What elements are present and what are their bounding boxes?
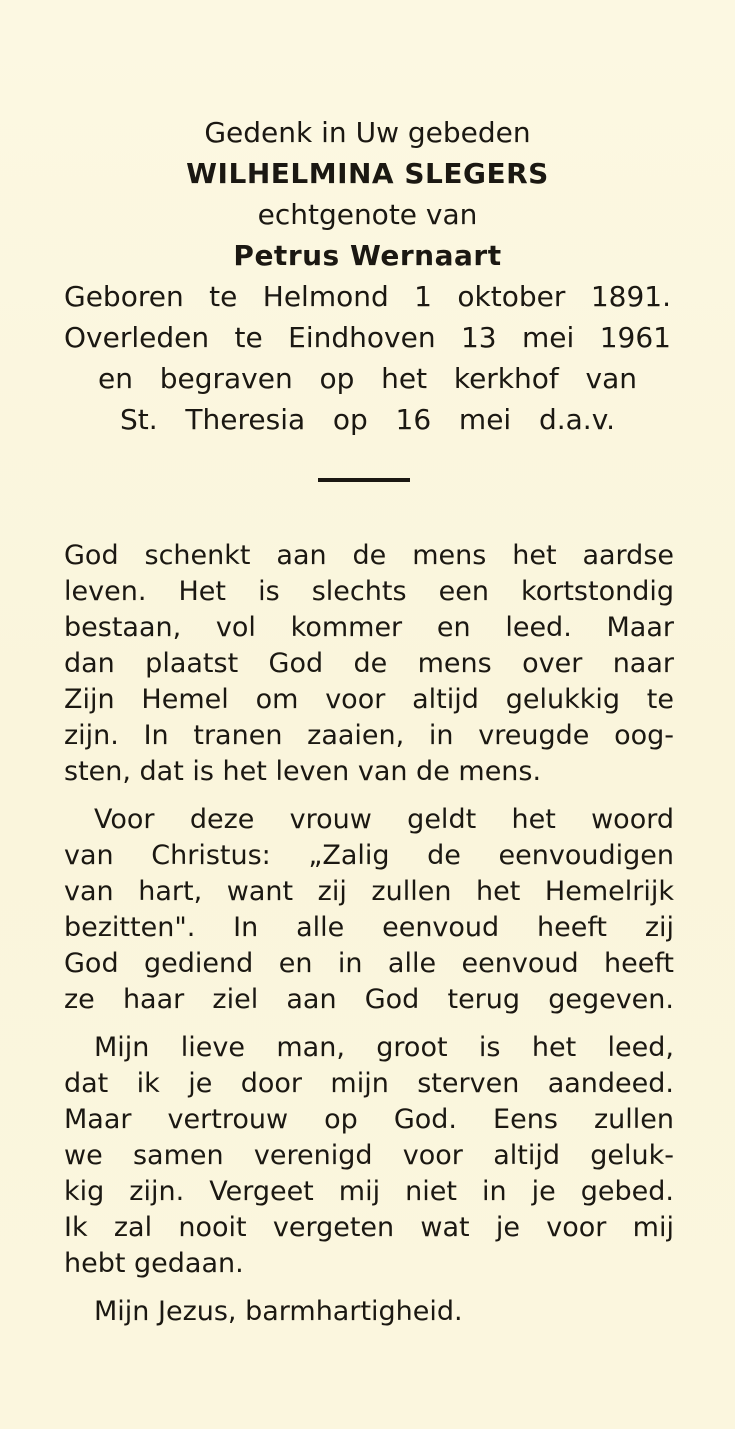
text-line: ze haar ziel aan God terug gegeven. — [64, 984, 674, 1015]
text-line: God gediend en in alle eenvoud heeft — [64, 948, 674, 979]
paragraph-4 — [64, 1294, 674, 1330]
divider-rule — [318, 478, 410, 482]
text-line: hebt gedaan. — [64, 1248, 244, 1279]
burial-line-1: en begraven op het kerkhof van — [98, 362, 637, 395]
text-line: Mijn lieve man, groot is het leed, — [94, 1032, 674, 1063]
text-line: bestaan, vol kommer en leed. Maar — [64, 612, 674, 643]
death-line: Overleden te Eindhoven 13 mei 1961 — [64, 321, 671, 354]
card-header — [40, 112, 695, 440]
text-line: we samen verenigd voor altijd geluk- — [64, 1140, 674, 1171]
text-line: Ik zal nooit vergeten wat je voor mij — [64, 1212, 674, 1243]
burial-line-2: St. Theresia op 16 mei d.a.v. — [120, 403, 615, 436]
closing-prayer: Mijn Jezus, barmhartigheid. — [94, 1296, 463, 1327]
text-line: Zijn Hemel om voor altijd gelukkig te — [64, 684, 674, 715]
text-line: dat ik je door mijn sterven aandeed. — [64, 1068, 674, 1099]
text-line: God schenkt aan de mens het aardse — [64, 540, 674, 571]
text-line: kig zijn. Vergeet mij niet in je gebed. — [64, 1176, 674, 1207]
text-line: leven. Het is slechts een kortstondig — [64, 576, 674, 607]
spouse-name: Petrus Wernaart — [233, 239, 502, 272]
text-line: dan plaatst God de mens over naar — [64, 648, 674, 679]
remembrance-line: Gedenk in Uw gebeden — [204, 116, 531, 149]
text-line: van hart, want zij zullen het Hemelrijk — [64, 876, 674, 907]
relation-line: echtgenote van — [257, 198, 478, 231]
text-line: Voor deze vrouw geldt het woord — [94, 804, 674, 835]
prayer-text — [64, 538, 674, 1342]
text-line: Maar vertrouw op God. Eens zullen — [64, 1104, 674, 1135]
birth-line: Geboren te Helmond 1 oktober 1891. — [64, 280, 671, 313]
text-line: bezitten". In alle eenvoud heeft zij — [64, 912, 674, 943]
deceased-name: WILHELMINA SLEGERS — [186, 157, 549, 190]
paragraph-1 — [64, 538, 674, 790]
text-line: zijn. In tranen zaaien, in vreugde oog- — [64, 720, 674, 751]
paragraph-3 — [64, 1030, 674, 1282]
paragraph-2 — [64, 802, 674, 1018]
text-line: sten, dat is het leven van de mens. — [64, 756, 542, 787]
text-line: van Christus: „Zalig de eenvoudigen — [64, 840, 674, 871]
